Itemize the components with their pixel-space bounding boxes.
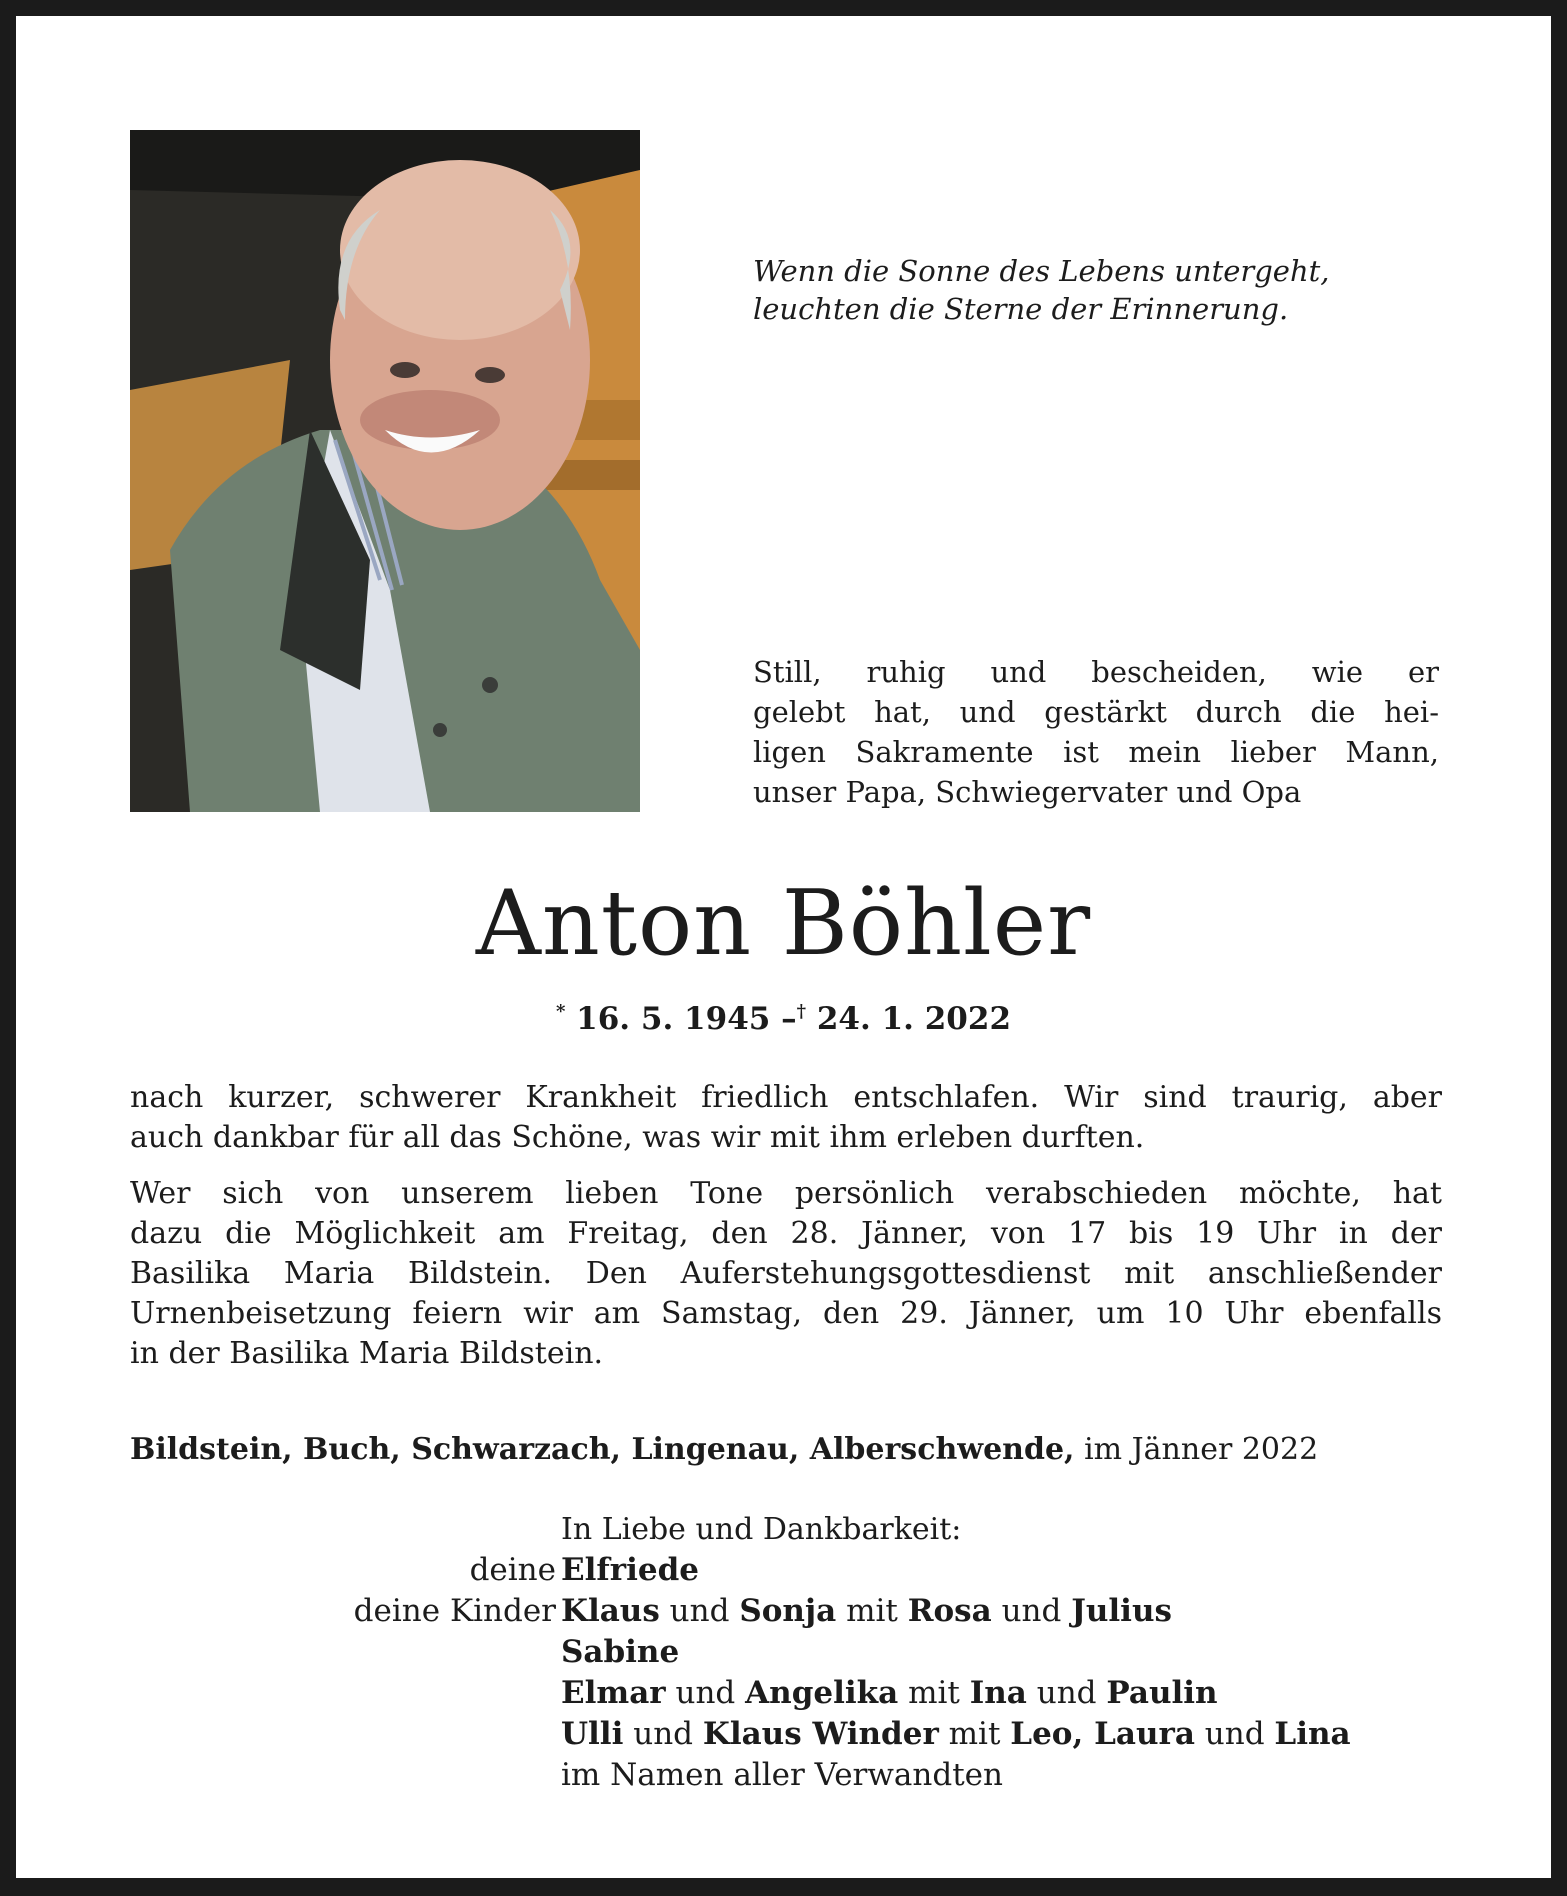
family-row bbox=[16, 1591, 1551, 1632]
death-date: 24. 1. 2022 bbox=[816, 1001, 1012, 1037]
body-line: Basilika Maria Bildstein. Den Auferstehungsgottesdienst mit anschließender bbox=[130, 1256, 1442, 1291]
deceased-name: Anton Böhler bbox=[475, 871, 1092, 976]
connector: und bbox=[1204, 1716, 1265, 1752]
obituary-card bbox=[16, 16, 1551, 1878]
connector: und bbox=[1036, 1675, 1097, 1711]
intro-line: gelebt hat, und gestärkt durch die hei- bbox=[753, 695, 1439, 729]
connector: und bbox=[669, 1593, 730, 1629]
memorial-quote bbox=[753, 252, 1453, 328]
family-name: Rosa bbox=[907, 1593, 992, 1629]
farewell-paragraph bbox=[130, 1174, 1442, 1374]
connector: und bbox=[675, 1675, 736, 1711]
family-name: Sonja bbox=[739, 1593, 837, 1629]
family-row bbox=[16, 1673, 1551, 1714]
body-line: dazu die Möglichkeit am Freitag, den 28. Jänner, von 17 bis 19 Uhr in der bbox=[130, 1216, 1442, 1251]
family-row bbox=[16, 1755, 1551, 1796]
family-row bbox=[16, 1714, 1551, 1755]
family-name: Julius bbox=[1071, 1593, 1172, 1629]
place-date-line bbox=[130, 1430, 1450, 1470]
family-name: Ulli bbox=[561, 1716, 624, 1752]
connector: mit bbox=[846, 1593, 898, 1629]
family-name: Elmar bbox=[561, 1675, 666, 1711]
quote-line: Wenn die Sonne des Lebens untergeht, bbox=[753, 254, 1330, 288]
intro-line: ligen Sakramente ist mein lieber Mann, bbox=[753, 735, 1439, 769]
family-name: Klaus bbox=[561, 1593, 660, 1629]
family-name: Paulin bbox=[1106, 1675, 1218, 1711]
connector: mit bbox=[948, 1716, 1001, 1752]
intro-line: unser Papa, Schwiegervater und Opa bbox=[753, 775, 1302, 809]
life-dates bbox=[16, 1001, 1551, 1037]
family-role: deine bbox=[469, 1552, 556, 1588]
connector: mit bbox=[908, 1675, 960, 1711]
closing-line: In Liebe und Dankbarkeit: bbox=[561, 1512, 962, 1547]
body-line: in der Basilika Maria Bildstein. bbox=[130, 1336, 604, 1371]
family-name: Elfriede bbox=[561, 1552, 699, 1588]
family-name: Leo, Laura bbox=[1010, 1716, 1195, 1752]
family-name: Klaus Winder bbox=[702, 1716, 939, 1752]
quote-line: leuchten die Sterne der Erinnerung. bbox=[753, 292, 1289, 326]
connector: und bbox=[633, 1716, 694, 1752]
date-dash: – bbox=[781, 1001, 797, 1037]
birth-date: 16. 5. 1945 bbox=[576, 1001, 771, 1037]
family-name: Sabine bbox=[561, 1634, 680, 1670]
death-paragraph bbox=[130, 1078, 1442, 1158]
death-symbol: † bbox=[796, 1001, 807, 1022]
family-row bbox=[16, 1550, 1551, 1591]
portrait-image bbox=[130, 130, 640, 812]
birth-symbol: * bbox=[555, 1001, 566, 1022]
family-list bbox=[16, 1550, 1551, 1796]
body-line: Urnenbeisetzung feiern wir am Samstag, den 29. Jänner, um 10 Uhr ebenfalls bbox=[130, 1296, 1442, 1331]
body-line: Wer sich von unserem lieben Tone persönlich verabschieden möchte, hat bbox=[130, 1176, 1442, 1211]
place-date: im Jänner 2022 bbox=[1084, 1432, 1319, 1467]
body-line: nach kurzer, schwerer Krankheit friedlich entschlafen. Wir sind traurig, aber bbox=[130, 1080, 1442, 1115]
family-row bbox=[16, 1632, 1551, 1673]
family-name: Ina bbox=[969, 1675, 1027, 1711]
family-name: Lina bbox=[1274, 1716, 1351, 1752]
intro-line: Still, ruhig und bescheiden, wie er bbox=[753, 655, 1439, 689]
relatives-note: im Namen aller Verwandten bbox=[561, 1757, 1003, 1793]
family-name: Angelika bbox=[745, 1675, 899, 1711]
intro-paragraph bbox=[753, 652, 1439, 812]
body-line: auch dankbar für all das Schöne, was wir mit ihm erleben durften. bbox=[130, 1120, 1145, 1155]
connector: und bbox=[1001, 1593, 1062, 1629]
portrait-photo bbox=[130, 130, 640, 812]
places: Bildstein, Buch, Schwarzach, Lingenau, Alberschwende, bbox=[130, 1432, 1075, 1467]
family-role: deine Kinder bbox=[353, 1593, 556, 1629]
